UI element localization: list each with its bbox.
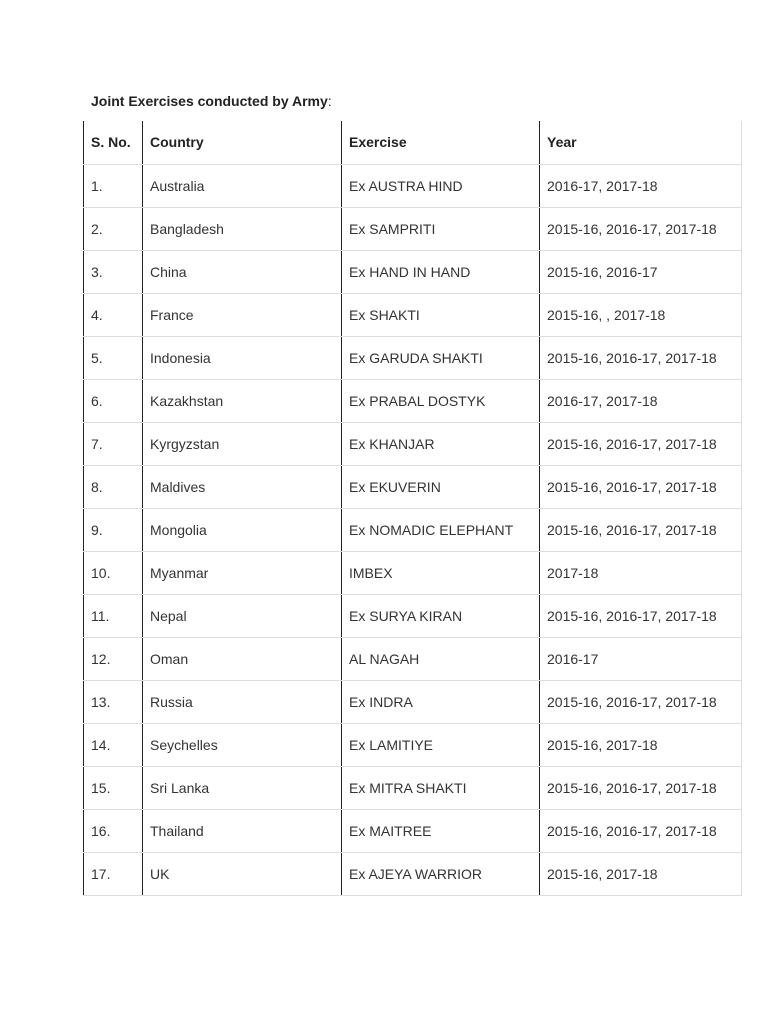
year-cell: 2015-16, 2017-18 xyxy=(540,852,742,895)
serial-cell: 3. xyxy=(84,250,143,293)
exercise-cell: IMBEX xyxy=(342,551,540,594)
year-cell: 2017-18 xyxy=(540,551,742,594)
year-cell: 2015-16, 2016-17, 2017-18 xyxy=(540,594,742,637)
country-cell: France xyxy=(143,293,342,336)
exercise-cell: Ex AUSTRA HIND xyxy=(342,164,540,207)
exercise-cell: Ex EKUVERIN xyxy=(342,465,540,508)
year-cell: 2015-16, 2016-17, 2017-18 xyxy=(540,465,742,508)
country-cell: UK xyxy=(143,852,342,895)
table-row xyxy=(84,422,742,465)
table-row xyxy=(84,207,742,250)
country-cell: Mongolia xyxy=(143,508,342,551)
joint-exercises-table xyxy=(83,121,742,896)
exercise-cell: Ex HAND IN HAND xyxy=(342,250,540,293)
country-cell: Kazakhstan xyxy=(143,379,342,422)
country-cell: Thailand xyxy=(143,809,342,852)
country-cell: Myanmar xyxy=(143,551,342,594)
year-cell: 2015-16, 2016-17, 2017-18 xyxy=(540,336,742,379)
country-cell: Kyrgyzstan xyxy=(143,422,342,465)
serial-cell: 5. xyxy=(84,336,143,379)
serial-cell: 16. xyxy=(84,809,143,852)
serial-cell: 10. xyxy=(84,551,143,594)
column-header-serial: S. No. xyxy=(84,121,143,164)
country-cell: Maldives xyxy=(143,465,342,508)
table-row xyxy=(84,250,742,293)
exercise-cell: Ex NOMADIC ELEPHANT xyxy=(342,508,540,551)
exercise-cell: Ex KHANJAR xyxy=(342,422,540,465)
serial-cell: 4. xyxy=(84,293,143,336)
table-header-row xyxy=(84,121,742,164)
year-cell: 2015-16, 2016-17, 2017-18 xyxy=(540,207,742,250)
table-row xyxy=(84,594,742,637)
exercise-cell: Ex MITRA SHAKTI xyxy=(342,766,540,809)
serial-cell: 9. xyxy=(84,508,143,551)
exercise-cell: Ex SURYA KIRAN xyxy=(342,594,540,637)
table-row xyxy=(84,164,742,207)
exercise-cell: Ex PRABAL DOSTYK xyxy=(342,379,540,422)
column-header-exercise: Exercise xyxy=(342,121,540,164)
year-cell: 2015-16, 2016-17, 2017-18 xyxy=(540,508,742,551)
serial-cell: 15. xyxy=(84,766,143,809)
exercise-cell: Ex GARUDA SHAKTI xyxy=(342,336,540,379)
table-row xyxy=(84,508,742,551)
year-cell: 2016-17, 2017-18 xyxy=(540,379,742,422)
column-header-country: Country xyxy=(143,121,342,164)
serial-cell: 17. xyxy=(84,852,143,895)
exercise-cell: Ex INDRA xyxy=(342,680,540,723)
table-row xyxy=(84,723,742,766)
year-cell: 2015-16, , 2017-18 xyxy=(540,293,742,336)
table-row xyxy=(84,465,742,508)
country-cell: Russia xyxy=(143,680,342,723)
page-title-suffix: : xyxy=(327,93,332,109)
table-row xyxy=(84,336,742,379)
serial-cell: 8. xyxy=(84,465,143,508)
table-row xyxy=(84,852,742,895)
table-row xyxy=(84,637,742,680)
year-cell: 2015-16, 2016-17 xyxy=(540,250,742,293)
serial-cell: 13. xyxy=(84,680,143,723)
country-cell: Oman xyxy=(143,637,342,680)
serial-cell: 1. xyxy=(84,164,143,207)
serial-cell: 2. xyxy=(84,207,143,250)
exercise-cell: Ex SAMPRITI xyxy=(342,207,540,250)
country-cell: Bangladesh xyxy=(143,207,342,250)
exercise-cell: Ex LAMITIYE xyxy=(342,723,540,766)
country-cell: China xyxy=(143,250,342,293)
country-cell: Indonesia xyxy=(143,336,342,379)
exercise-cell: Ex SHAKTI xyxy=(342,293,540,336)
table-row xyxy=(84,680,742,723)
year-cell: 2015-16, 2017-18 xyxy=(540,723,742,766)
serial-cell: 6. xyxy=(84,379,143,422)
table-row xyxy=(84,379,742,422)
table-row xyxy=(84,551,742,594)
year-cell: 2015-16, 2016-17, 2017-18 xyxy=(540,809,742,852)
year-cell: 2015-16, 2016-17, 2017-18 xyxy=(540,766,742,809)
year-cell: 2016-17, 2017-18 xyxy=(540,164,742,207)
country-cell: Nepal xyxy=(143,594,342,637)
year-cell: 2016-17 xyxy=(540,637,742,680)
serial-cell: 12. xyxy=(84,637,143,680)
exercise-cell: AL NAGAH xyxy=(342,637,540,680)
column-header-year: Year xyxy=(540,121,742,164)
year-cell: 2015-16, 2016-17, 2017-18 xyxy=(540,680,742,723)
year-cell: 2015-16, 2016-17, 2017-18 xyxy=(540,422,742,465)
serial-cell: 7. xyxy=(84,422,143,465)
table-row xyxy=(84,293,742,336)
country-cell: Seychelles xyxy=(143,723,342,766)
serial-cell: 11. xyxy=(84,594,143,637)
exercise-cell: Ex AJEYA WARRIOR xyxy=(342,852,540,895)
serial-cell: 14. xyxy=(84,723,143,766)
table-row xyxy=(84,766,742,809)
exercise-cell: Ex MAITREE xyxy=(342,809,540,852)
page-title xyxy=(91,92,332,110)
table-row xyxy=(84,809,742,852)
page-title-text: Joint Exercises conducted by Army xyxy=(91,93,328,109)
country-cell: Sri Lanka xyxy=(143,766,342,809)
country-cell: Australia xyxy=(143,164,342,207)
